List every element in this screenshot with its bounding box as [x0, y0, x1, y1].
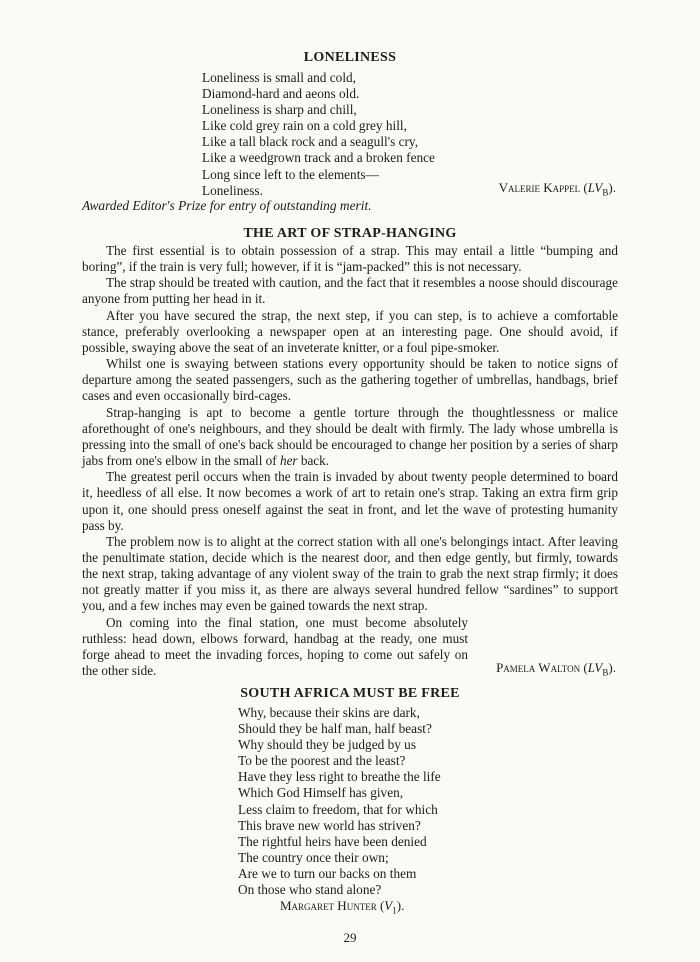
paragraph: The greatest peril occurs when the train is invaded by about twenty people determined to board it, heedless of all else. It now becomes a work of art to retain one's strap. Taking an extra firm grip upon it, one should press oneself against the seat in front, and let the wave of protesting humanity pass by. — [82, 469, 618, 533]
poem-line: Like a tall black rock and a seagull's cry, — [202, 134, 419, 150]
poem-line: Have they less right to breathe the life — [238, 769, 441, 785]
italic-her: her — [279, 453, 298, 469]
loneliness-author: Valerie Kappel $(LV_B)$. — [498, 180, 616, 198]
paragraph-text: Strap-hanging is apt to become a gentle torture through the thoughtlessness or malice aforethought of one's neighbours, and they should be dealt with firmly. The lady whose umbrella is pressing into the small of one's back should be encouraged to change her position by a series of sharp jabs from one's elbow in the small of — [82, 404, 618, 469]
loneliness-title: LONELINESS — [303, 50, 397, 65]
poem-line: Like a weedgrown track and a broken fence — [202, 150, 435, 166]
poem-line: Diamond-hard and aeons old. — [202, 86, 360, 102]
author-sub: B — [602, 667, 609, 678]
page-number: 29 — [343, 930, 357, 945]
award-note: Awarded Editor's Prize for entry of outstanding merit. — [82, 198, 372, 213]
poem-line: Should they be half man, half beast? — [238, 721, 432, 737]
paragraph — [82, 405, 618, 470]
paragraph-tail: back. — [297, 453, 330, 469]
paragraph: Whilst one is swaying between stations every opportunity should be taken to notice signs of departure among the seated passengers, such as the gathering together of umbrellas, handbags, brief cases and even occasionally bird-cages. — [82, 356, 618, 404]
poem-line: To be the poorest and the least? — [238, 753, 406, 769]
author-name: Valerie Kappel — [498, 180, 581, 195]
poem-line: Loneliness is sharp and chill, — [202, 102, 357, 118]
author-sub: 1 — [392, 905, 397, 916]
africa-title: SOUTH AFRICA MUST BE FREE — [240, 686, 460, 701]
africa-author: Margaret Hunter $(V_1)$. — [280, 898, 405, 916]
paragraph: The problem now is to alight at the correct station with all one's belongings intact. After leaving the penultimate station, decide which is the nearest door, and then edge gently, but firmly, towards the next strap, taking advantage of any violent sway of the train to grab the next strap firmly; it does not greatly matter if you miss it, as there are always several hundred fellow “sardines” to support you, and a few inches may even be gained towards the next strap. — [82, 533, 618, 614]
poem-line: The country once their own; — [238, 849, 389, 865]
author-form: V — [384, 898, 393, 913]
author-form: LV — [587, 660, 603, 675]
loneliness-poem — [202, 70, 435, 199]
poem-line: Which God Himself has given, — [238, 785, 404, 801]
poem-line: The rightful heirs have been denied — [238, 833, 427, 849]
poem-line: Why should they be judged by us — [238, 737, 417, 753]
author-name: Pamela Walton — [496, 660, 581, 675]
author-sub: B — [602, 187, 609, 198]
poem-line: Why, because their skins are dark, — [238, 705, 420, 720]
strap-article — [82, 243, 618, 679]
paragraph: The strap should be treated with caution, and the fact that it resembles a noose should discourage anyone from putting her head in it. — [82, 275, 618, 307]
paragraph: After you have secured the strap, the next step, if you can step, is to achieve a comfortable stance, preferably overlooking a newspaper open at an interesting page. One should avoid, if possible, swaying above the seat of an inveterate knitter, or a foul pipe-smoker. — [82, 307, 618, 355]
poem-line: Loneliness. — [202, 182, 263, 198]
poem-line: This brave new world has striven? — [238, 817, 421, 833]
strap-author: Pamela Walton $(LV_B)$. — [496, 660, 616, 678]
poem-line: Long since left to the elements— — [202, 166, 379, 182]
poem-line: Like cold grey rain on a cold grey hill, — [202, 118, 407, 134]
africa-poem — [238, 705, 441, 898]
strap-title: THE ART OF STRAP-HANGING — [243, 226, 457, 241]
author-name: Margaret Hunter — [280, 898, 377, 913]
poem-line: Loneliness is small and cold, — [202, 70, 356, 85]
paragraph: On coming into the final station, one must become absolutely ruthless: head down, elbows forward, handbag at the ready, one must forge ahead to meet the invading forces, hoping to come out safely on the other side. — [82, 614, 468, 679]
poem-line: Less claim to freedom, that for which — [238, 801, 438, 817]
author-form: LV — [587, 180, 603, 195]
paragraph: The first essential is to obtain possession of a strap. This may entail a little “bumping and boring”, if the train is very full; however, if it is “jam-packed” this is not necessary. — [82, 243, 618, 275]
poem-line: On those who stand alone? — [238, 882, 382, 898]
poem-line: Are we to turn our backs on them — [238, 865, 417, 881]
